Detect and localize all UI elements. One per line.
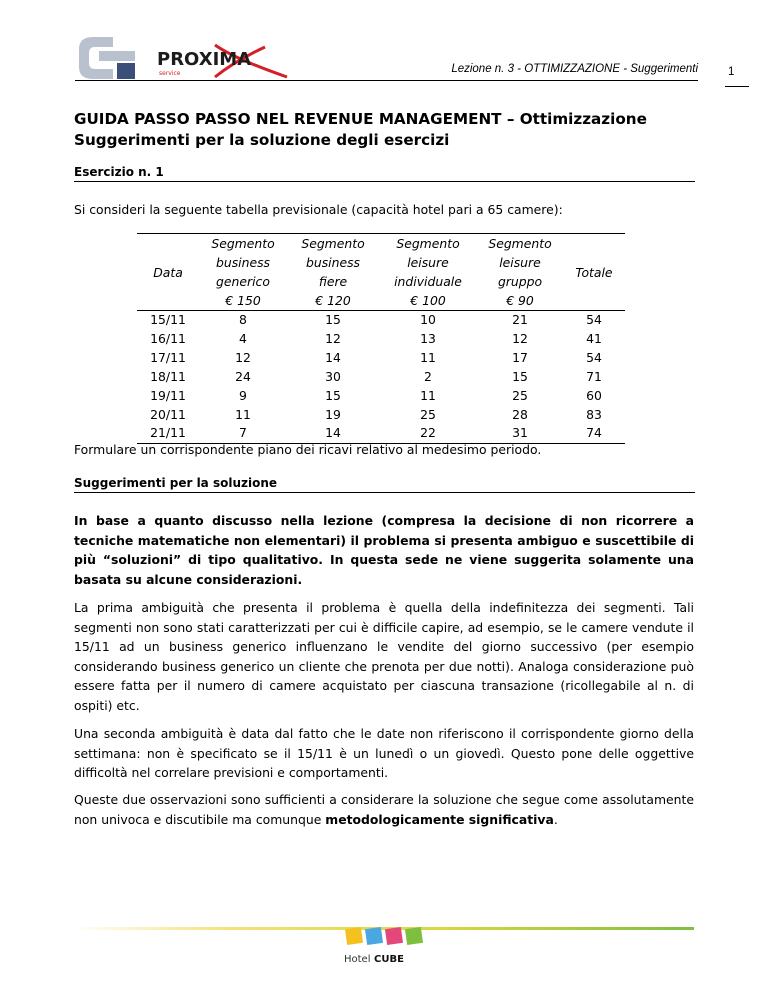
proxima-logo-text: PROXIMA [157, 49, 252, 70]
table-header-row [137, 234, 625, 311]
forecast-table [137, 233, 625, 444]
header-leisure-gruppo: Segmento leisure gruppo € 90 [488, 236, 552, 308]
page-number-rule [725, 86, 749, 87]
company-cs-logo [77, 35, 137, 81]
document-subtitle: Suggerimenti per la soluzione degli esercizi [74, 131, 450, 149]
page-number: 1 [728, 66, 735, 78]
header-leisure-individuale: Segmento leisure individuale € 100 [394, 236, 462, 308]
exercise-heading: Esercizio n. 1 [74, 165, 164, 179]
table-row: 19/11 9 15 11 25 60 [150, 387, 602, 403]
solution-heading-rule [74, 492, 695, 493]
solution-paragraph-3: Queste due osservazioni sono sufficienti a considerare la soluzione che segue come assolutamente non univoca e discutibile ma comunque metodologicamente significativa. [74, 792, 694, 827]
exercise-heading-rule [74, 181, 695, 182]
hotelcube-text-b: CUBE [374, 954, 404, 965]
document-title: GUIDA PASSO PASSO NEL REVENUE MANAGEMENT – Ottimizzazione [74, 110, 647, 128]
header-date: Data [153, 264, 183, 280]
hotelcube-logo [340, 922, 430, 968]
proxima-logo-sub: service [159, 70, 181, 77]
exercise-intro: Si consideri la seguente tabella previsionale (capacità hotel pari a 65 camere): [74, 202, 563, 217]
table-row: 20/11 11 19 25 28 83 [150, 406, 602, 422]
header-rule [75, 80, 698, 81]
exercise-task: Formulare un corrispondente piano dei ricavi relativo al medesimo periodo. [74, 442, 542, 457]
table-row: 15/11 8 15 10 21 54 [150, 312, 602, 327]
table-row: 18/11 24 30 2 15 71 [150, 368, 602, 384]
hotelcube-text-a: Hotel [344, 954, 371, 965]
proxima-logo [155, 41, 295, 81]
solution-bold-paragraph: In base a quanto discusso nella lezione (compresa la decisione di non ricorrere a tecniche matematiche non elementari) il problema si presenta ambiguo e suscettibile di più “soluzioni” di tipo qualitativo. In questa sede ne viene suggerita solamente una basata su alcune considerazioni. [74, 513, 694, 587]
table-row: 21/11 7 14 22 31 74 [150, 425, 602, 441]
solution-paragraph-1: La prima ambiguità che presenta il problema è quella della indefinitezza dei segmenti. Tali segmenti non sono stati caratterizzati per cui è difficile capire, ad esempio, se le camere vendute il 15/11 ad un business generico influenzano le vendite del giorno successivo (per esempio considerando business generico un cliente che prenota per due notti). Analoga considerazione può essere fatta per il numero di camere acquistato per ciascuna transazione (ricollegabile al n. di ospiti) etc. [74, 600, 694, 713]
header-business-fiere: Segmento business fiere € 120 [301, 236, 365, 308]
solution-paragraph-2: Una seconda ambiguità è data dal fatto che le date non riferiscono il corrispondente giorno della settimana: non è specificato se il 15/11 è un lunedì o un giovedì. Questo pone delle oggettive difficoltà nel correlare previsioni e comportamenti. [74, 726, 694, 780]
solution-heading: Suggerimenti per la soluzione [74, 476, 278, 490]
header-totale: Totale [575, 264, 613, 280]
table-row: 16/11 4 12 13 12 41 [150, 330, 602, 346]
table-row: 17/11 12 14 11 17 54 [150, 349, 602, 365]
header-business-generico: Segmento business generico € 150 [211, 236, 275, 308]
lesson-label: Lezione n. 3 - OTTIMIZZAZIONE - Suggerimenti [451, 63, 698, 75]
